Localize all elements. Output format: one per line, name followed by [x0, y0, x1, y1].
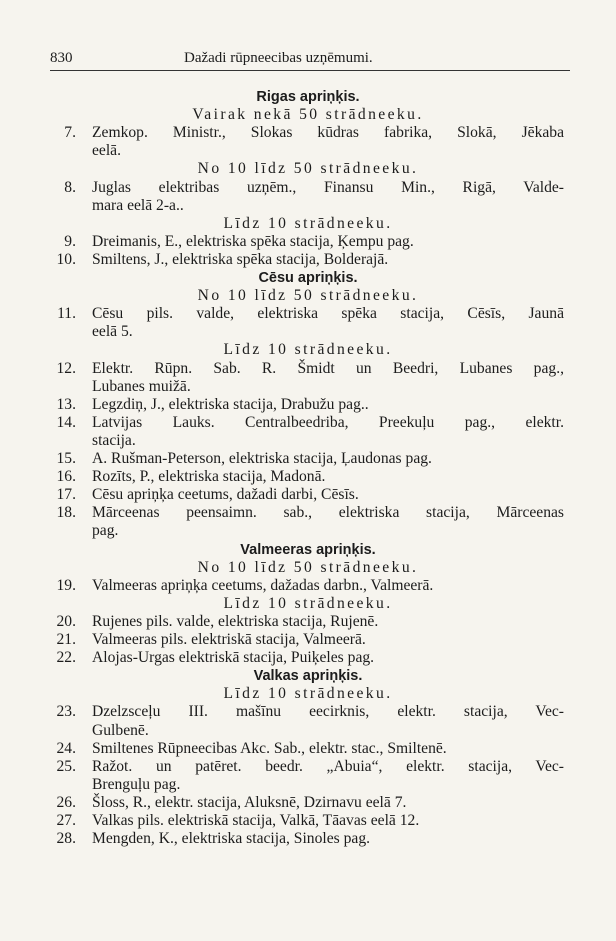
- entry-text: Rozīts, P., elektriska stacija, Madonā.: [92, 468, 326, 486]
- entry-text: Latvijas Lauks. Centralbeedriba, Preekuļu pag., elektr.: [92, 413, 564, 431]
- entry-number: 16.: [56, 468, 76, 486]
- entry-text: Dzelzsceļu III. mašīnu eecirknis, elektr. stacija, Vec-: [92, 703, 564, 721]
- entry-text: Elektr. Rūpn. Sab. R. Šmidt un Beedri, Lubanes pag.,: [92, 359, 564, 377]
- entry-text: Smiltenes Rūpneecibas Akc. Sab., elektr. stac., Smiltenē.: [92, 739, 447, 757]
- entry-number: 24.: [56, 739, 76, 757]
- entry-text: Rujenes pils. valde, elektriska stacija, Rujenē.: [92, 612, 379, 630]
- page-title: Dažadi rūpneecibas uzņēmumi.: [184, 50, 373, 66]
- worker-count-heading: No 10 līdz 50 strādneeku.: [197, 160, 419, 178]
- entry-text: Juglas elektribas uzņēm., Finansu Min., Rigā, Valde-: [92, 178, 564, 196]
- entry-number: 8.: [64, 178, 76, 196]
- entry-number: 26.: [56, 793, 76, 811]
- page-number: 830: [50, 50, 73, 66]
- entry-text: Legzdiņ, J., elektriska stacija, Drabužu pag..: [92, 395, 369, 413]
- entry-number: 28.: [56, 830, 76, 848]
- entry-number: 17.: [56, 486, 76, 504]
- entry-text: Mārceenas peensaimn. sab., elektriska stacija, Mārceenas: [92, 504, 564, 522]
- entry-number: 27.: [56, 812, 76, 829]
- entry-number: 25.: [56, 757, 76, 775]
- entry-text: pag.: [92, 522, 119, 540]
- entry-text: Zemkop. Ministr., Slokas kūdras fabrika, Slokā, Jēkaba: [92, 124, 564, 142]
- entry-text: A. Rušman-Peterson, elektriska stacija, Ļaudonas pag.: [92, 450, 432, 467]
- header-rule: [50, 70, 570, 71]
- district-heading: Cēsu apriņķis.: [258, 270, 358, 286]
- worker-count-heading: Līdz 10 strādneeku.: [223, 594, 393, 612]
- district-heading: Rigas apriņķis.: [256, 89, 360, 105]
- worker-count-heading: No 10 līdz 50 strādneeku.: [197, 558, 419, 576]
- worker-count-heading: Vairak nekā 50 strādneeku.: [192, 106, 424, 124]
- entry-number: 14.: [56, 413, 76, 431]
- entry-number: 13.: [56, 395, 76, 413]
- district-heading: Valmeeras apriņķis.: [240, 541, 376, 558]
- entry-text: Valmeeras apriņķa ceetums, dažadas darbn., Valmeerā.: [92, 576, 434, 594]
- entry-number: 15.: [56, 450, 76, 467]
- entry-text: Brenguļu pag.: [92, 775, 181, 793]
- entry-number: 12.: [56, 359, 76, 377]
- entry-text: Lubanes muižā.: [92, 377, 191, 395]
- district-heading: Valkas apriņķis.: [253, 668, 363, 685]
- entry-number: 9.: [64, 232, 76, 250]
- entry-number: 23.: [56, 703, 76, 721]
- entry-text: mara eelā 2-a..: [92, 196, 184, 214]
- worker-count-heading: No 10 līdz 50 strādneeku.: [197, 287, 419, 305]
- entry-text: Gulbenē.: [92, 721, 149, 739]
- entry-number: 18.: [56, 504, 76, 522]
- entry-text: Šloss, R., elektr. stacija, Aluksnē, Dzirnavu eelā 7.: [92, 793, 407, 811]
- entry-text: Dreimanis, E., elektriska spēka stacija, Ķempu pag.: [92, 232, 414, 250]
- page-header: [50, 50, 570, 70]
- entry-number: 19.: [56, 576, 76, 594]
- entry-number: 10.: [56, 250, 76, 268]
- entry-text: Smiltens, J., elektriska spēka stacija, Bolderajā.: [92, 250, 389, 268]
- worker-count-heading: Līdz 10 strādneeku.: [223, 214, 393, 232]
- entry-number: 21.: [56, 631, 76, 648]
- entry-text: Valmeeras pils. elektriskā stacija, Valmeerā.: [92, 631, 366, 648]
- worker-count-heading: Līdz 10 strādneeku.: [223, 685, 393, 703]
- entry-text: Alojas-Urgas elektriskā stacija, Puiķeles pag.: [92, 649, 375, 667]
- entry-number: 22.: [56, 649, 76, 667]
- entry-text: eelā 5.: [92, 323, 133, 341]
- entry-text: Mengden, K., elektriska stacija, Sinoles pag.: [92, 830, 371, 848]
- entry-text: stacija.: [92, 431, 136, 449]
- entry-text: Cēsu pils. valde, elektriska spēka stacija, Cēsīs, Jaunā: [92, 305, 564, 323]
- entry-number: 11.: [57, 305, 76, 323]
- worker-count-heading: Līdz 10 strādneeku.: [223, 341, 393, 359]
- entry-text: Valkas pils. elektriskā stacija, Valkā, Tāavas eelā 12.: [92, 812, 420, 829]
- entry-number: 20.: [56, 612, 76, 630]
- entry-text: Ražot. un patēret. beedr. „Abuia“, elektr. stacija, Vec-: [92, 757, 564, 775]
- entry-text: eelā.: [92, 142, 121, 160]
- entry-number: 7.: [64, 124, 76, 142]
- entry-text: Cēsu apriņķa ceetums, dažadi darbi, Cēsīs.: [92, 486, 359, 504]
